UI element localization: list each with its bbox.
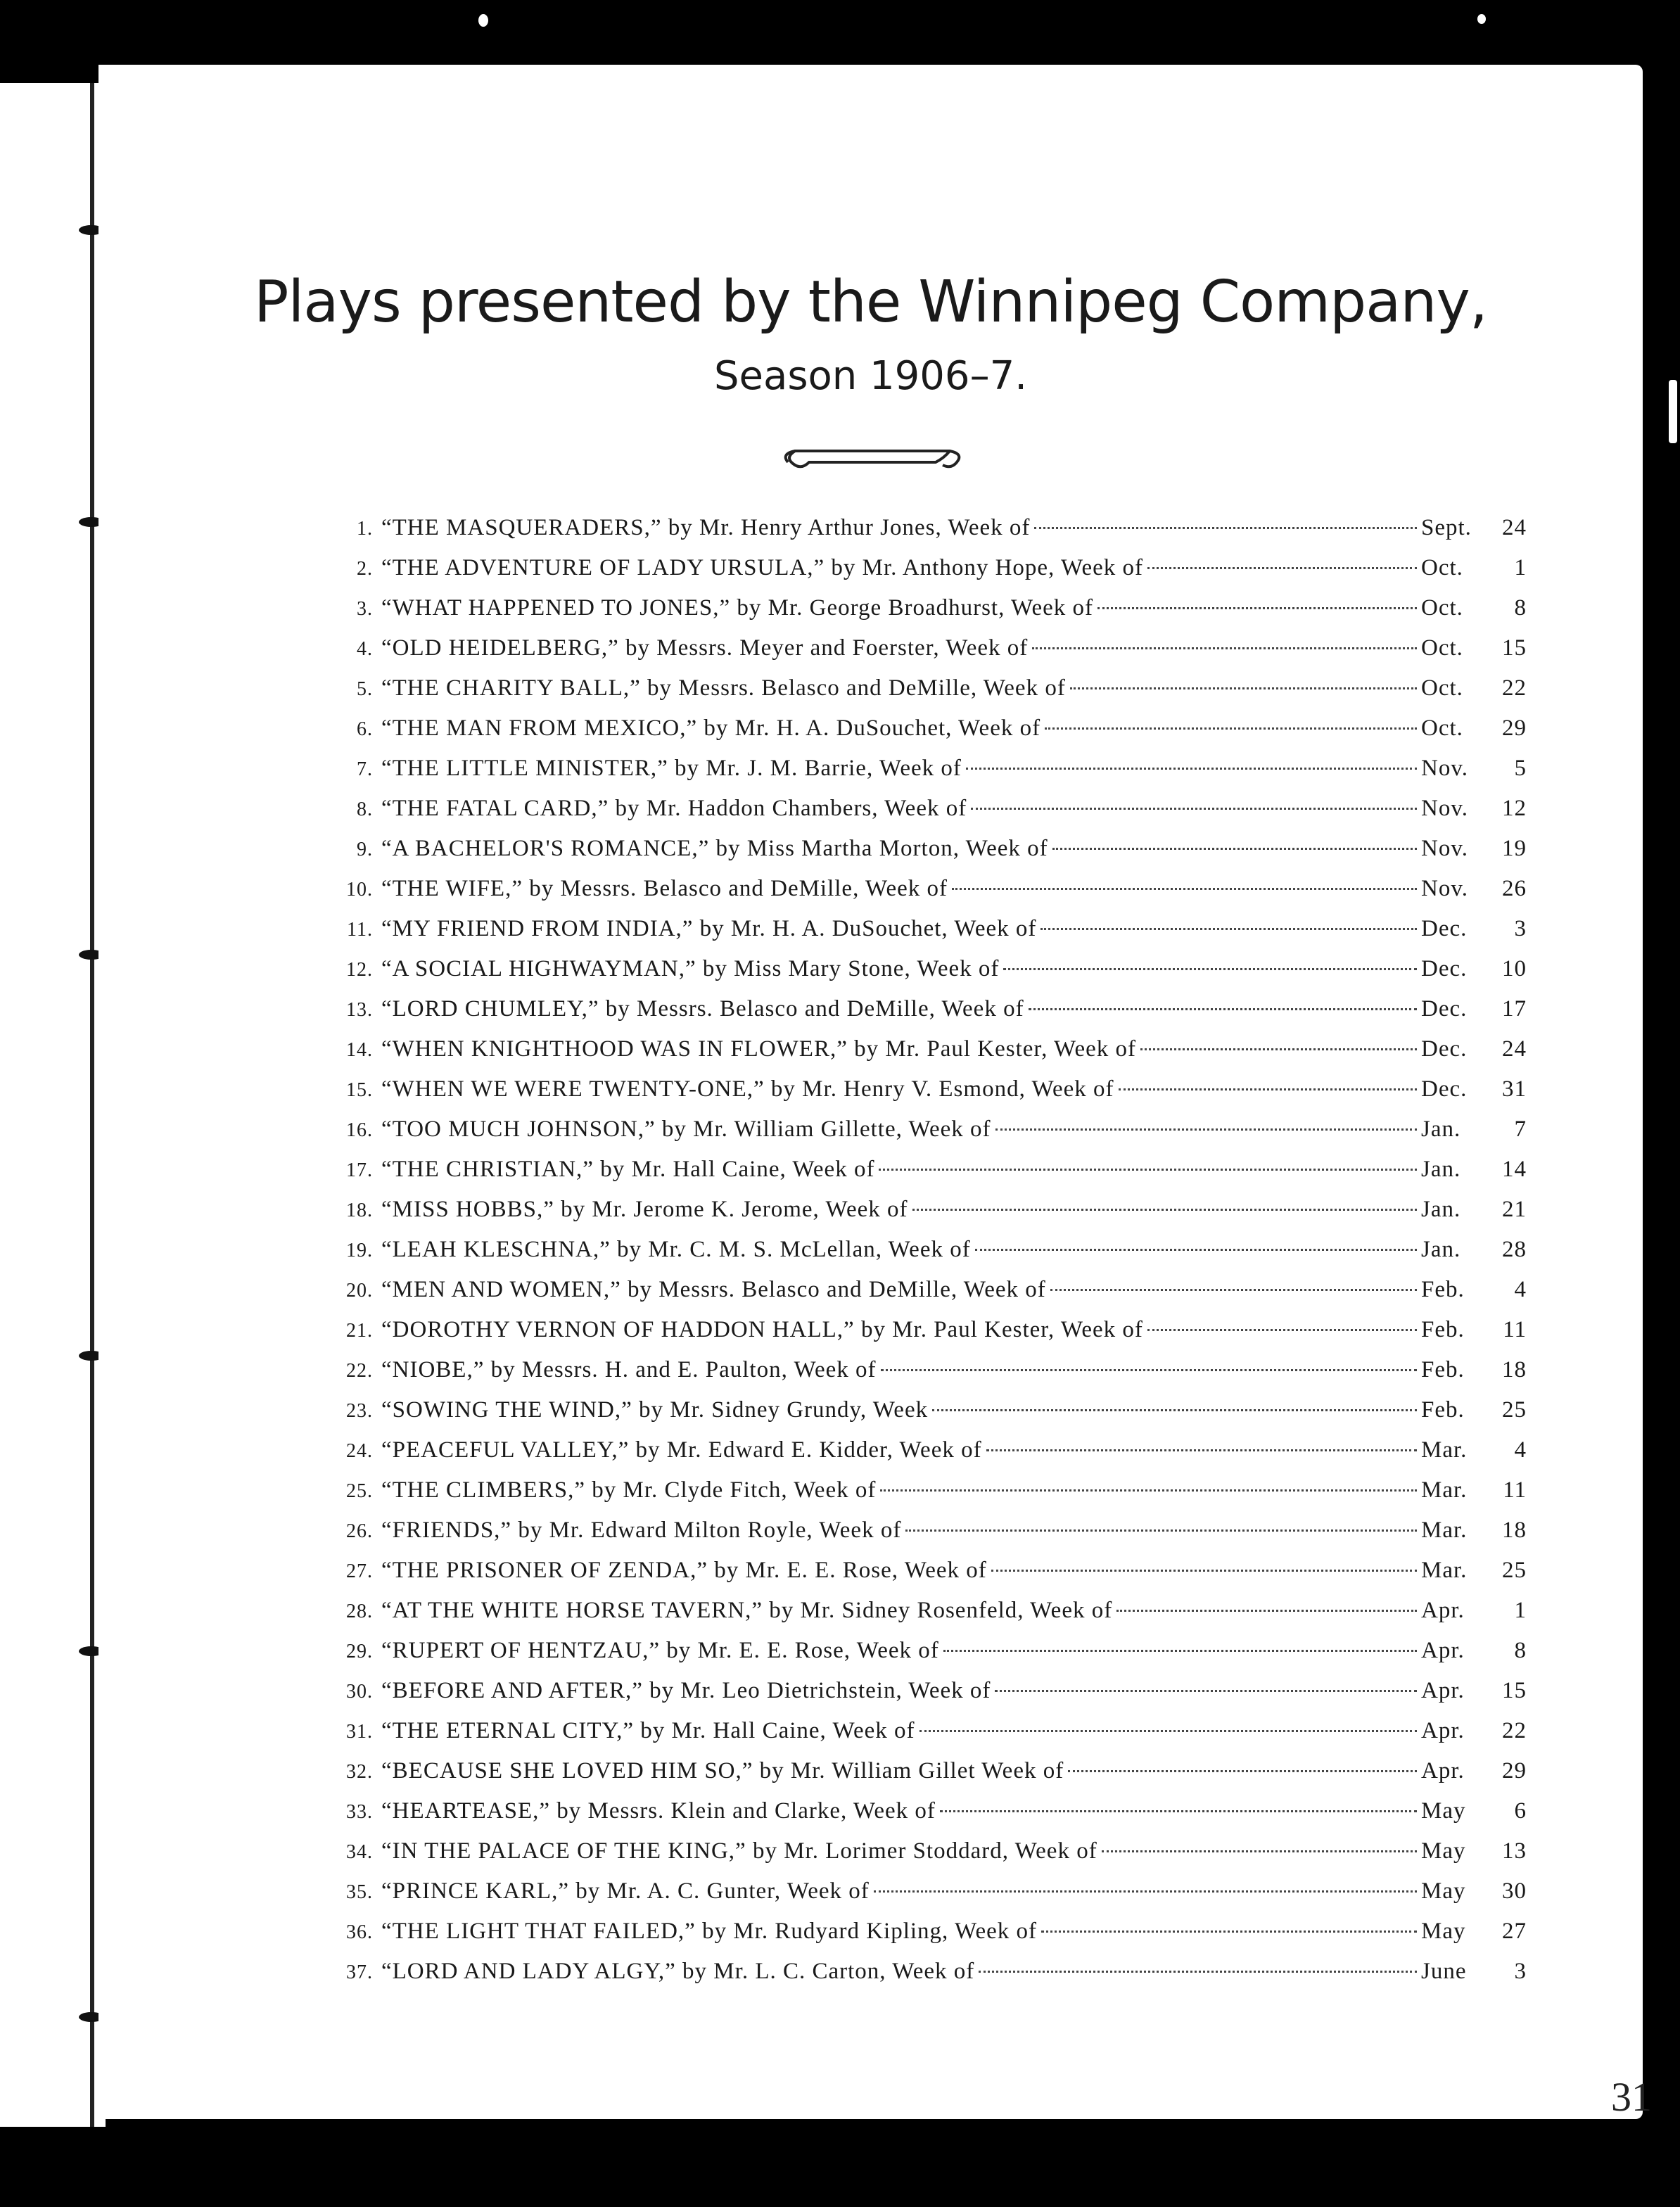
week-date bbox=[1421, 1718, 1527, 1744]
list-item bbox=[331, 1477, 1527, 1518]
dot-leader bbox=[1003, 968, 1417, 970]
date-month: Mar. bbox=[1421, 1518, 1468, 1543]
week-date bbox=[1421, 515, 1527, 541]
date-month: Mar. bbox=[1421, 1558, 1468, 1583]
scan-speck bbox=[1477, 14, 1486, 24]
date-month: Oct. bbox=[1421, 675, 1463, 701]
date-month: Oct. bbox=[1421, 635, 1463, 661]
list-item bbox=[331, 515, 1527, 555]
list-item bbox=[331, 1317, 1527, 1357]
dot-leader bbox=[1034, 527, 1417, 529]
dot-leader bbox=[1032, 647, 1417, 649]
date-month: Nov. bbox=[1421, 756, 1468, 781]
page-title: Plays presented by the Winnipeg Company, bbox=[254, 269, 1487, 336]
week-date bbox=[1421, 1598, 1527, 1624]
week-date bbox=[1421, 595, 1527, 621]
dot-leader bbox=[995, 1128, 1417, 1131]
list-item bbox=[331, 1919, 1527, 1959]
week-date bbox=[1421, 1558, 1527, 1584]
date-day: 11 bbox=[1503, 1477, 1527, 1503]
date-day: 6 bbox=[1514, 1798, 1527, 1824]
date-month: Nov. bbox=[1421, 796, 1468, 821]
item-number: 32. bbox=[346, 1761, 373, 1783]
list-item bbox=[331, 1437, 1527, 1477]
date-day: 15 bbox=[1502, 635, 1527, 661]
week-date bbox=[1421, 1838, 1527, 1864]
page-number: 31 bbox=[1611, 2074, 1652, 2120]
item-number: 11. bbox=[347, 919, 373, 941]
play-entry-text: “THE CLIMBERS,” by Mr. Clyde Fitch, Week of bbox=[381, 1477, 877, 1503]
list-item bbox=[331, 555, 1527, 595]
date-month: Oct. bbox=[1421, 715, 1463, 741]
dot-leader bbox=[1050, 1289, 1417, 1291]
list-item bbox=[331, 1277, 1527, 1317]
list-item bbox=[331, 1959, 1527, 1999]
date-month: Feb. bbox=[1421, 1357, 1465, 1382]
date-month: Dec. bbox=[1421, 996, 1468, 1022]
date-month: Apr. bbox=[1421, 1598, 1465, 1623]
item-number: 8. bbox=[357, 799, 373, 820]
item-number: 13. bbox=[346, 999, 373, 1021]
date-day: 11 bbox=[1503, 1317, 1527, 1342]
play-entry-text: “SOWING THE WIND,” by Mr. Sidney Grundy, Week bbox=[381, 1397, 929, 1423]
play-entry-text: “NIOBE,” by Messrs. H. and E. Paulton, Week of bbox=[381, 1357, 877, 1382]
dot-leader bbox=[1097, 607, 1417, 609]
date-month: May bbox=[1421, 1838, 1466, 1864]
item-number: 19. bbox=[346, 1240, 373, 1261]
plays-list bbox=[331, 515, 1527, 1999]
list-item bbox=[331, 756, 1527, 796]
item-number: 2. bbox=[357, 558, 373, 580]
item-number: 22. bbox=[346, 1360, 373, 1382]
play-entry-text: “LORD AND LADY ALGY,” by Mr. L. C. Carton, Week of bbox=[381, 1959, 975, 1984]
date-day: 13 bbox=[1502, 1838, 1527, 1864]
dot-leader bbox=[966, 768, 1417, 770]
date-day: 17 bbox=[1502, 996, 1527, 1022]
date-day: 30 bbox=[1502, 1878, 1527, 1904]
play-entry-text: “A BACHELOR'S ROMANCE,” by Miss Martha Morton, Week of bbox=[381, 836, 1048, 861]
week-date bbox=[1421, 1959, 1527, 1985]
date-day: 7 bbox=[1514, 1117, 1527, 1142]
item-number: 30. bbox=[346, 1681, 373, 1703]
week-date bbox=[1421, 1758, 1527, 1784]
date-month: Mar. bbox=[1421, 1437, 1468, 1463]
list-item bbox=[331, 1357, 1527, 1397]
date-month: Apr. bbox=[1421, 1678, 1465, 1703]
list-item bbox=[331, 1758, 1527, 1798]
list-item bbox=[331, 836, 1527, 876]
item-number: 7. bbox=[357, 758, 373, 780]
list-item bbox=[331, 1558, 1527, 1598]
date-day: 3 bbox=[1514, 916, 1527, 941]
scan-speck bbox=[478, 14, 488, 27]
item-number: 14. bbox=[346, 1039, 373, 1061]
list-item bbox=[331, 1036, 1527, 1076]
play-entry-text: “THE WIFE,” by Messrs. Belasco and DeMille, Week of bbox=[381, 876, 948, 901]
week-date bbox=[1421, 1919, 1527, 1945]
list-item bbox=[331, 1117, 1527, 1157]
dot-leader bbox=[1140, 1048, 1417, 1050]
item-number: 18. bbox=[346, 1200, 373, 1221]
date-month: Dec. bbox=[1421, 1076, 1468, 1102]
dot-leader bbox=[1147, 567, 1417, 569]
list-item bbox=[331, 876, 1527, 916]
play-entry-text: “AT THE WHITE HORSE TAVERN,” by Mr. Sidney Rosenfeld, Week of bbox=[381, 1598, 1113, 1623]
week-date bbox=[1421, 1157, 1527, 1183]
week-date bbox=[1421, 635, 1527, 661]
date-month: Apr. bbox=[1421, 1718, 1465, 1743]
play-entry-text: “BECAUSE SHE LOVED HIM SO,” by Mr. William Gillet Week of bbox=[381, 1758, 1064, 1783]
item-number: 37. bbox=[346, 1961, 373, 1983]
week-date bbox=[1421, 1638, 1527, 1664]
play-entry-text: “BEFORE AND AFTER,” by Mr. Leo Dietrichstein, Week of bbox=[381, 1678, 991, 1703]
item-number: 20. bbox=[346, 1280, 373, 1302]
dot-leader bbox=[1029, 1008, 1417, 1010]
dot-leader bbox=[991, 1570, 1417, 1572]
play-entry-text: “WHEN WE WERE TWENTY-ONE,” by Mr. Henry V. Esmond, Week of bbox=[381, 1076, 1114, 1102]
date-month: May bbox=[1421, 1798, 1466, 1824]
date-month: Oct. bbox=[1421, 555, 1463, 580]
date-month: Dec. bbox=[1421, 1036, 1468, 1062]
item-number: 21. bbox=[346, 1320, 373, 1342]
item-number: 33. bbox=[346, 1801, 373, 1823]
play-entry-text: “THE FATAL CARD,” by Mr. Haddon Chambers, Week of bbox=[381, 796, 967, 821]
play-entry-text: “LEAH KLESCHNA,” by Mr. C. M. S. McLellan, Week of bbox=[381, 1237, 971, 1262]
play-entry-text: “LORD CHUMLEY,” by Messrs. Belasco and DeMille, Week of bbox=[381, 996, 1024, 1022]
week-date bbox=[1421, 876, 1527, 902]
dot-leader bbox=[1119, 1088, 1417, 1090]
item-number: 10. bbox=[346, 879, 373, 901]
list-item bbox=[331, 635, 1527, 675]
week-date bbox=[1421, 796, 1527, 822]
play-entry-text: “WHEN KNIGHTHOOD WAS IN FLOWER,” by Mr. Paul Kester, Week of bbox=[381, 1036, 1137, 1062]
week-date bbox=[1421, 1076, 1527, 1102]
play-entry-text: “PRINCE KARL,” by Mr. A. C. Gunter, Week of bbox=[381, 1878, 870, 1904]
list-item bbox=[331, 1076, 1527, 1117]
week-date bbox=[1421, 675, 1527, 701]
page-subtitle: Season 1906–7. bbox=[714, 353, 1027, 399]
play-entry-text: “THE MASQUERADERS,” by Mr. Henry Arthur Jones, Week of bbox=[381, 515, 1031, 540]
dot-leader bbox=[952, 888, 1417, 890]
dot-leader bbox=[1070, 687, 1417, 689]
play-entry-text: “THE LITTLE MINISTER,” by Mr. J. M. Barrie, Week of bbox=[381, 756, 962, 781]
date-day: 27 bbox=[1502, 1919, 1527, 1944]
play-entry-text: “THE ETERNAL CITY,” by Mr. Hall Caine, Week of bbox=[381, 1718, 915, 1743]
week-date bbox=[1421, 1798, 1527, 1824]
week-date bbox=[1421, 1237, 1527, 1263]
play-entry-text: “WHAT HAPPENED TO JONES,” by Mr. George Broadhurst, Week of bbox=[381, 595, 1094, 621]
date-month: Nov. bbox=[1421, 876, 1468, 901]
dot-leader bbox=[1041, 1931, 1417, 1933]
date-day: 4 bbox=[1514, 1277, 1527, 1302]
date-month: Dec. bbox=[1421, 916, 1468, 941]
list-item bbox=[331, 956, 1527, 996]
item-number: 15. bbox=[346, 1079, 373, 1101]
date-day: 8 bbox=[1514, 595, 1527, 621]
dot-leader bbox=[975, 1249, 1417, 1251]
scroll-ornament-icon bbox=[767, 434, 978, 476]
scan-speck bbox=[1669, 380, 1677, 443]
date-day: 25 bbox=[1502, 1397, 1527, 1423]
item-number: 34. bbox=[346, 1841, 373, 1863]
item-number: 26. bbox=[346, 1520, 373, 1542]
item-number: 5. bbox=[357, 678, 373, 700]
date-month: Feb. bbox=[1421, 1277, 1465, 1302]
list-item bbox=[331, 1798, 1527, 1838]
date-month: Jan. bbox=[1421, 1237, 1461, 1262]
date-day: 10 bbox=[1502, 956, 1527, 981]
list-item bbox=[331, 996, 1527, 1036]
date-day: 24 bbox=[1502, 1036, 1527, 1062]
item-number: 1. bbox=[357, 518, 373, 540]
list-item bbox=[331, 1598, 1527, 1638]
play-entry-text: “MISS HOBBS,” by Mr. Jerome K. Jerome, Week of bbox=[381, 1197, 908, 1222]
list-item bbox=[331, 916, 1527, 956]
item-number: 28. bbox=[346, 1601, 373, 1622]
date-month: Mar. bbox=[1421, 1477, 1468, 1503]
item-number: 29. bbox=[346, 1641, 373, 1662]
week-date bbox=[1421, 1878, 1527, 1904]
play-entry-text: “FRIENDS,” by Mr. Edward Milton Royle, Week of bbox=[381, 1518, 902, 1543]
list-item bbox=[331, 1878, 1527, 1919]
item-number: 35. bbox=[346, 1881, 373, 1903]
dot-leader bbox=[1147, 1329, 1417, 1331]
date-day: 29 bbox=[1502, 715, 1527, 741]
play-entry-text: “TOO MUCH JOHNSON,” by Mr. William Gillette, Week of bbox=[381, 1117, 991, 1142]
document-page bbox=[98, 65, 1652, 2120]
date-month: Nov. bbox=[1421, 836, 1468, 861]
date-month: Jan. bbox=[1421, 1117, 1461, 1142]
play-entry-text: “HEARTEASE,” by Messrs. Klein and Clarke, Week of bbox=[381, 1798, 936, 1824]
week-date bbox=[1421, 916, 1527, 942]
dot-leader bbox=[1052, 848, 1417, 850]
week-date bbox=[1421, 1437, 1527, 1463]
dot-leader bbox=[1041, 928, 1417, 930]
date-month: Jan. bbox=[1421, 1197, 1461, 1222]
date-month: Oct. bbox=[1421, 595, 1463, 621]
play-entry-text: “MEN AND WOMEN,” by Messrs. Belasco and DeMille, Week of bbox=[381, 1277, 1046, 1302]
dot-leader bbox=[979, 1971, 1417, 1973]
play-entry-text: “DOROTHY VERNON OF HADDON HALL,” by Mr. Paul Kester, Week of bbox=[381, 1317, 1143, 1342]
date-day: 18 bbox=[1502, 1518, 1527, 1543]
play-entry-text: “MY FRIEND FROM INDIA,” by Mr. H. A. DuSouchet, Week of bbox=[381, 916, 1037, 941]
date-day: 1 bbox=[1514, 1598, 1527, 1623]
item-number: 3. bbox=[357, 598, 373, 620]
play-entry-text: “THE CHRISTIAN,” by Mr. Hall Caine, Week of bbox=[381, 1157, 875, 1182]
list-item bbox=[331, 1157, 1527, 1197]
list-item bbox=[331, 1518, 1527, 1558]
item-number: 12. bbox=[346, 959, 373, 981]
dot-leader bbox=[986, 1449, 1417, 1451]
play-entry-text: “IN THE PALACE OF THE KING,” by Mr. Lorimer Stoddard, Week of bbox=[381, 1838, 1097, 1864]
dot-leader bbox=[912, 1209, 1418, 1211]
date-day: 21 bbox=[1502, 1197, 1527, 1222]
date-day: 25 bbox=[1502, 1558, 1527, 1583]
item-number: 24. bbox=[346, 1440, 373, 1462]
list-item bbox=[331, 1638, 1527, 1678]
date-day: 22 bbox=[1502, 675, 1527, 701]
item-number: 17. bbox=[346, 1159, 373, 1181]
dot-leader bbox=[905, 1529, 1417, 1532]
date-month: Jan. bbox=[1421, 1157, 1461, 1182]
item-number: 4. bbox=[357, 638, 373, 660]
week-date bbox=[1421, 836, 1527, 862]
date-day: 24 bbox=[1502, 515, 1527, 540]
list-item bbox=[331, 1397, 1527, 1437]
date-month: Feb. bbox=[1421, 1317, 1465, 1342]
play-entry-text: “THE MAN FROM MEXICO,” by Mr. H. A. DuSouchet, Week of bbox=[381, 715, 1041, 741]
play-entry-text: “THE CHARITY BALL,” by Messrs. Belasco and DeMille, Week of bbox=[381, 675, 1066, 701]
date-day: 3 bbox=[1514, 1959, 1527, 1984]
week-date bbox=[1421, 715, 1527, 742]
week-date bbox=[1421, 1197, 1527, 1223]
play-entry-text: “RUPERT OF HENTZAU,” by Mr. E. E. Rose, Week of bbox=[381, 1638, 939, 1663]
date-day: 1 bbox=[1514, 555, 1527, 580]
date-month: May bbox=[1421, 1878, 1466, 1904]
dot-leader bbox=[971, 808, 1417, 810]
item-number: 9. bbox=[357, 839, 373, 860]
date-day: 14 bbox=[1502, 1157, 1527, 1182]
date-month: Apr. bbox=[1421, 1758, 1465, 1783]
date-day: 4 bbox=[1514, 1437, 1527, 1463]
week-date bbox=[1421, 1317, 1527, 1343]
date-month: Dec. bbox=[1421, 956, 1468, 981]
list-item bbox=[331, 595, 1527, 635]
date-month: May bbox=[1421, 1919, 1466, 1944]
week-date bbox=[1421, 1518, 1527, 1544]
week-date bbox=[1421, 555, 1527, 581]
dot-leader bbox=[1102, 1850, 1417, 1852]
item-number: 27. bbox=[346, 1560, 373, 1582]
dot-leader bbox=[943, 1650, 1417, 1652]
dot-leader bbox=[1068, 1770, 1417, 1772]
date-day: 22 bbox=[1502, 1718, 1527, 1743]
dot-leader bbox=[881, 1369, 1417, 1371]
date-day: 12 bbox=[1502, 796, 1527, 821]
item-number: 23. bbox=[346, 1400, 373, 1422]
dot-leader bbox=[874, 1890, 1417, 1893]
play-entry-text: “THE LIGHT THAT FAILED,” by Mr. Rudyard Kipling, Week of bbox=[381, 1919, 1037, 1944]
date-month: Feb. bbox=[1421, 1397, 1465, 1423]
week-date bbox=[1421, 956, 1527, 982]
item-number: 16. bbox=[346, 1119, 373, 1141]
week-date bbox=[1421, 1117, 1527, 1143]
dot-leader bbox=[932, 1409, 1417, 1411]
date-day: 5 bbox=[1514, 756, 1527, 781]
week-date bbox=[1421, 1036, 1527, 1062]
list-item bbox=[331, 1718, 1527, 1758]
week-date bbox=[1421, 996, 1527, 1022]
item-number: 36. bbox=[346, 1921, 373, 1943]
play-entry-text: “PEACEFUL VALLEY,” by Mr. Edward E. Kidder, Week of bbox=[381, 1437, 982, 1463]
date-day: 19 bbox=[1502, 836, 1527, 861]
list-item bbox=[331, 1237, 1527, 1277]
list-item bbox=[331, 715, 1527, 756]
play-entry-text: “THE PRISONER OF ZENDA,” by Mr. E. E. Rose, Week of bbox=[381, 1558, 987, 1583]
book-binding bbox=[90, 83, 94, 2127]
date-month: June bbox=[1421, 1959, 1467, 1984]
item-number: 6. bbox=[357, 718, 373, 740]
week-date bbox=[1421, 1357, 1527, 1383]
play-entry-text: “A SOCIAL HIGHWAYMAN,” by Miss Mary Stone, Week of bbox=[381, 956, 1000, 981]
dot-leader bbox=[995, 1690, 1417, 1692]
list-item bbox=[331, 796, 1527, 836]
dot-leader bbox=[879, 1169, 1417, 1171]
item-number: 31. bbox=[346, 1721, 373, 1743]
dot-leader bbox=[1045, 727, 1417, 730]
week-date bbox=[1421, 1397, 1527, 1423]
week-date bbox=[1421, 756, 1527, 782]
date-day: 8 bbox=[1514, 1638, 1527, 1663]
date-day: 28 bbox=[1502, 1237, 1527, 1262]
dot-leader bbox=[880, 1489, 1417, 1492]
dot-leader bbox=[919, 1730, 1418, 1732]
item-number: 25. bbox=[346, 1480, 373, 1502]
week-date bbox=[1421, 1277, 1527, 1303]
date-day: 29 bbox=[1502, 1758, 1527, 1783]
date-day: 15 bbox=[1502, 1678, 1527, 1703]
date-day: 31 bbox=[1502, 1076, 1527, 1102]
list-item bbox=[331, 1838, 1527, 1878]
date-month: Sept. bbox=[1421, 515, 1472, 540]
dot-leader bbox=[940, 1810, 1417, 1812]
date-day: 18 bbox=[1502, 1357, 1527, 1382]
date-day: 26 bbox=[1502, 876, 1527, 901]
list-item bbox=[331, 675, 1527, 715]
date-month: Apr. bbox=[1421, 1638, 1465, 1663]
dot-leader bbox=[1116, 1610, 1417, 1612]
week-date bbox=[1421, 1678, 1527, 1704]
play-entry-text: “OLD HEIDELBERG,” by Messrs. Meyer and Foerster, Week of bbox=[381, 635, 1029, 661]
list-item bbox=[331, 1197, 1527, 1237]
list-item bbox=[331, 1678, 1527, 1718]
play-entry-text: “THE ADVENTURE OF LADY URSULA,” by Mr. Anthony Hope, Week of bbox=[381, 555, 1143, 580]
week-date bbox=[1421, 1477, 1527, 1503]
